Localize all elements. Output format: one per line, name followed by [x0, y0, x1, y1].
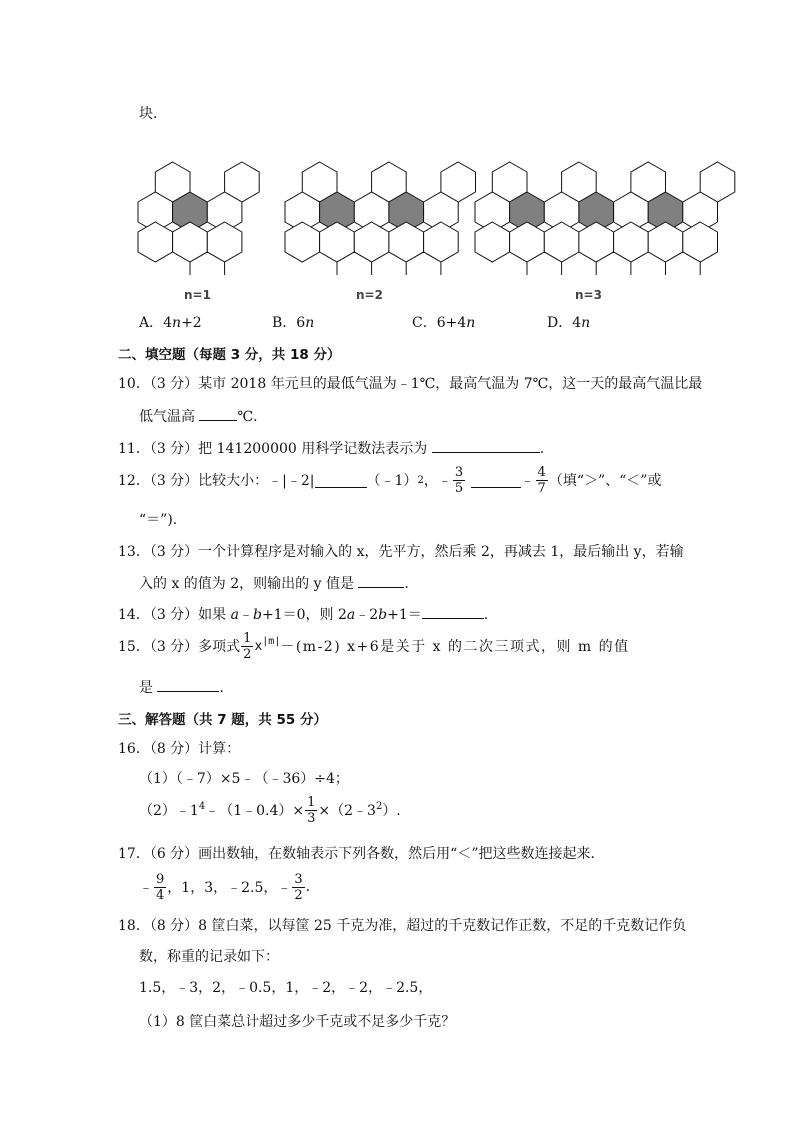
option-a: A．4n+2 [139, 315, 202, 331]
white-hexagon [285, 222, 320, 262]
q12-line2: “＝”). [139, 512, 178, 528]
q13-line2: 入的 x 的值为 2，则输出的 y 值是 . [139, 573, 409, 593]
q13-answer-blank[interactable] [358, 573, 404, 588]
caption-n3: n=3 [575, 288, 602, 302]
q13-line1: 13．（3 分）一个计算程序是对输入的 x，先平方，然后乘 2，再减去 1，最后输出 y，若输 [118, 544, 684, 560]
q12: 12．（3 分）比较大小：﹣|﹣2| （﹣1） 2 ，﹣ $\frac{3}{5}$ ﹣ $\frac{4}{7}$ （填“＞”、“＜”或 [118, 464, 662, 496]
q18-part1: （1）8 筐白菜总计超过多少千克或不足多少千克？ [139, 1014, 456, 1030]
q12-blank-1[interactable] [315, 473, 367, 488]
q18-line2: 数，称重的记录如下： [139, 949, 279, 965]
q16-head: 16．（8 分）计算： [118, 741, 241, 757]
fraction-1-2: $\frac{1}{2}$ [243, 630, 252, 662]
q14: 14．（3 分）如果 a﹣b+1＝0，则 2a﹣2b+1＝ . [118, 604, 488, 624]
fraction-3-5: $\frac{3}{5}$ [454, 464, 464, 496]
q14-answer-blank[interactable] [422, 604, 484, 619]
q10-line2: 低气温高 ℃. [139, 406, 258, 426]
q11-answer-blank[interactable] [432, 438, 540, 453]
q15-answer-blank[interactable] [157, 677, 219, 692]
q18-data: 1.5，﹣3，2，﹣0.5，1，﹣2，﹣2，﹣2.5， [139, 980, 433, 996]
fraction-1-3: $\frac{1}{3}$ [307, 794, 316, 826]
q10-answer-blank[interactable] [199, 406, 237, 421]
fraction-3-2: $\frac{3}{2}$ [294, 871, 303, 903]
q16-part1: （1）（﹣7）×5﹣（﹣36）÷4； [139, 771, 349, 787]
white-hexagon [138, 222, 173, 262]
section-fill-blank-title: 二、填空题（每题 3 分，共 18 分） [118, 347, 341, 363]
q17-head: 17．（6 分）画出数轴，在数轴表示下列各数，然后用“＜”把这些数连接起来． [118, 846, 605, 862]
q10-line1: 10．（3 分）某市 2018 年元旦的最低气温为﹣1℃，最高气温为 7℃，这一天的最高气温比最 [118, 376, 703, 392]
option-d: D．4n [547, 315, 591, 331]
q18-line1: 18．（8 分）8 筐白菜，以每筐 25 千克为准，超过的千克数记作正数，不足的千克数记作负 [118, 918, 687, 934]
fraction-4-7: $\frac{4}{7}$ [537, 464, 546, 496]
q12-blank-2[interactable] [471, 473, 521, 488]
section-solve-title: 三、解答题（共 7 题，共 55 分） [118, 712, 327, 728]
option-c: C．6+4n [412, 315, 476, 331]
q15-line2: 是 . [139, 677, 224, 697]
option-b: B．6n [272, 315, 315, 331]
caption-n1: n=1 [184, 288, 211, 302]
q16-part2: （2）﹣1 $^4$ ﹣（1﹣0.4）× $\frac{1}{3}$ ×（2﹣3 $^2$ ）. [139, 794, 401, 826]
q17-numbers: ﹣ $\frac{9}{4}$ ，1，3，﹣2.5，﹣ $\frac{3}{2}$ . [139, 871, 311, 903]
q15: 15．（3 分）多项式 $\frac{1}{2}$ x $^{|m|}$ －(m-2) x+6是关于 x 的二次三项式，则 m 的值 [118, 630, 630, 662]
question-fragment: 块. [139, 106, 158, 122]
fraction-9-4: $\frac{9}{4}$ [156, 871, 165, 903]
white-hexagon [475, 222, 510, 262]
hexagon-pattern-figure [0, 150, 794, 275]
caption-n2: n=2 [356, 288, 383, 302]
q11: 11．（3 分）把 141200000 用科学记数法表示为 . [118, 438, 544, 458]
